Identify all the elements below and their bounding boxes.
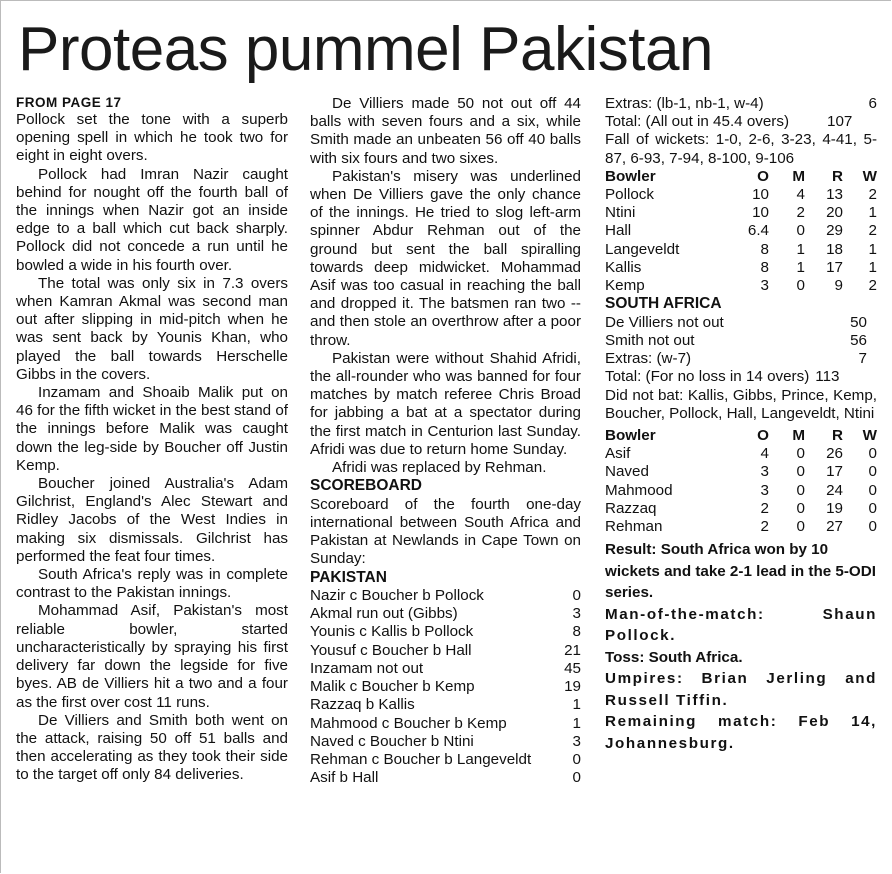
bowling-header: Bowler O M R W [605, 426, 877, 444]
article-paragraph: Inzamam and Shoaib Malik put on 46 for the fifth wicket in the best stand of the innings before Malik was caught down the leg-side by Boucher off Justin Kemp. [16, 384, 288, 474]
bowling-row: Naved 3 0 17 0 [605, 463, 877, 481]
south-africa-heading: SOUTH AFRICA [605, 295, 722, 313]
pakistan-heading: PAKISTAN [310, 568, 387, 586]
batting-row: Malik c Boucher b Kemp 19 [310, 678, 581, 696]
article-column-1 [16, 95, 288, 785]
batting-row: Yousuf c Boucher b Hall 21 [310, 641, 581, 659]
batting-row: Younis c Kallis b Pollock 8 [310, 623, 581, 641]
scoreboard-intro: Scoreboard of the fourth one-day international between South Africa and Pakistan at Newlands in Cape Town on Sunday: [310, 495, 581, 568]
batting-row: Inzamam not out 45 [310, 659, 581, 677]
batting-row: Rehman c Boucher b Langeveldt 0 [310, 750, 581, 768]
article-paragraph: Pollock had Imran Nazir caught behind for nought off the fourth ball of the innings when Nazir got an inside edge to a ball which cut back sharply. Pollock did not concede a run until he bowled a wide in his fourth over. [16, 165, 288, 274]
scoreboard-heading: SCOREBOARD [310, 477, 422, 495]
batting-row: Asif b Hall 0 [310, 769, 581, 787]
batting-row: Akmal run out (Gibbs) 3 [310, 605, 581, 623]
article-paragraph: Boucher joined Australia's Adam Gilchrist, England's Alec Stewart and Ridley Jacobs of the West Indies in making six dismissals. Gilchrist has performed the feat four times. [16, 475, 288, 565]
article-paragraph: The total was only six in 7.3 overs when Kamran Akmal was second man out after slipping in mid-pitch when he was sent back by Younis Khan, who played the ball towards Herschelle Gibbs in the covers. [16, 274, 288, 383]
bowling-row: Razzaq 2 0 19 0 [605, 499, 877, 517]
bowling-row: Kemp 3 0 9 2 [605, 277, 877, 295]
article-paragraph: Afridi was replaced by Rehman. [332, 459, 547, 477]
toss: Toss: South Africa. [605, 648, 743, 666]
match-result: Result: South Africa won by 10 wickets and take 2-1 lead in the 5-ODI series. [605, 541, 876, 602]
man-of-the-match: Man-of-the-match: Shaun Pollock. [605, 605, 877, 645]
pakistan-total: Total: (All out in 45.4 overs) 107 [605, 113, 853, 131]
bowling-row: Ntini 10 2 20 1 [605, 204, 877, 222]
batting-row: Smith not out 56 [605, 331, 867, 349]
scoreboard-column-3 [605, 95, 877, 754]
article-paragraph: Pakistan's misery was underlined when De Villiers gave the only chance of the innings. He tried to slog left-arm spinner Abdur Rehman out of the ground but sent the ball spiralling towards deep midwicket. Mohammad Asif was too casual in reaching the ball and dropped it. The batsmen ran two -- and then stole an overthrow after a poor throw. [310, 167, 581, 349]
pakistan-extras: Extras: (lb-1, nb-1, w-4) 6 [605, 95, 877, 112]
south-africa-extras: Extras: (w-7) 7 [605, 350, 867, 368]
article-paragraph: South Africa's reply was in complete contrast to the Pakistan innings. [16, 566, 288, 602]
batting-row: Razzaq b Kallis 1 [310, 696, 581, 714]
pakistan-fall-of-wickets: Fall of wickets: 1-0, 2-6, 3-23, 4-41, 5-87, 6-93, 7-94, 8-100, 9-106 [605, 131, 877, 167]
did-not-bat: Did not bat: Kallis, Gibbs, Prince, Kemp, Boucher, Pollock, Hall, Langeveldt, Ntini [605, 386, 877, 422]
article-paragraph: Mohammad Asif, Pakistan's most reliable bowler, started uncharacteristically by spraying his first delivery far down the legside for five byes. AB de Villiers hit a two and a four as the first over cost 11 runs. [16, 602, 288, 711]
bowling-row: Pollock 10 4 13 2 [605, 186, 877, 204]
bowling-row: Mahmood 3 0 24 0 [605, 481, 877, 499]
bowling-row: Kallis 8 1 17 1 [605, 258, 877, 276]
batting-row: Mahmood c Boucher b Kemp 1 [310, 714, 581, 732]
from-page-kicker: FROM PAGE 17 [16, 95, 122, 110]
batting-row: Nazir c Boucher b Pollock 0 [310, 587, 581, 605]
batting-row: Naved c Boucher b Ntini 3 [310, 732, 581, 750]
article-column-2 [310, 95, 581, 787]
bowling-row: Rehman 2 0 27 0 [605, 517, 877, 535]
remaining-match: Remaining match: Feb 14, Johannesburg. [605, 713, 877, 752]
article-paragraph: Pakistan were without Shahid Afridi, the all-rounder who was banned for four matches by match referee Chris Broad for jabbing a bat at a spectator during the first match in Centurion last Sunday. Afridi was due to return home Sunday. [310, 349, 581, 458]
batting-row: De Villiers not out 50 [605, 313, 867, 331]
pakistan-batting [310, 587, 581, 787]
bowling-header: Bowler O M R W [605, 167, 877, 185]
article-paragraph: De Villiers made 50 not out off 44 balls with seven fours and a six, while Smith made an unbeaten 56 off 40 balls with six fours and two sixes. [310, 95, 581, 167]
article-paragraph: De Villiers and Smith both went on the attack, raising 50 off 51 balls and then accelerating as they took their side to the target off only 84 deliveries. [16, 711, 288, 784]
umpires: Umpires: Brian Jerling and Russell Tiffin. [605, 670, 877, 709]
headline: Proteas pummel Pakistan [18, 15, 713, 84]
bowling-row: Langeveldt 8 1 18 1 [605, 240, 877, 258]
south-africa-total: Total: (For no loss in 14 overs) 113 [605, 368, 840, 386]
bowling-row: Asif 4 0 26 0 [605, 445, 877, 463]
article-paragraph: Pollock set the tone with a superb opening spell in which he took two for eight in eight overs. [16, 111, 288, 165]
bowling-row: Hall 6.4 0 29 2 [605, 222, 877, 240]
